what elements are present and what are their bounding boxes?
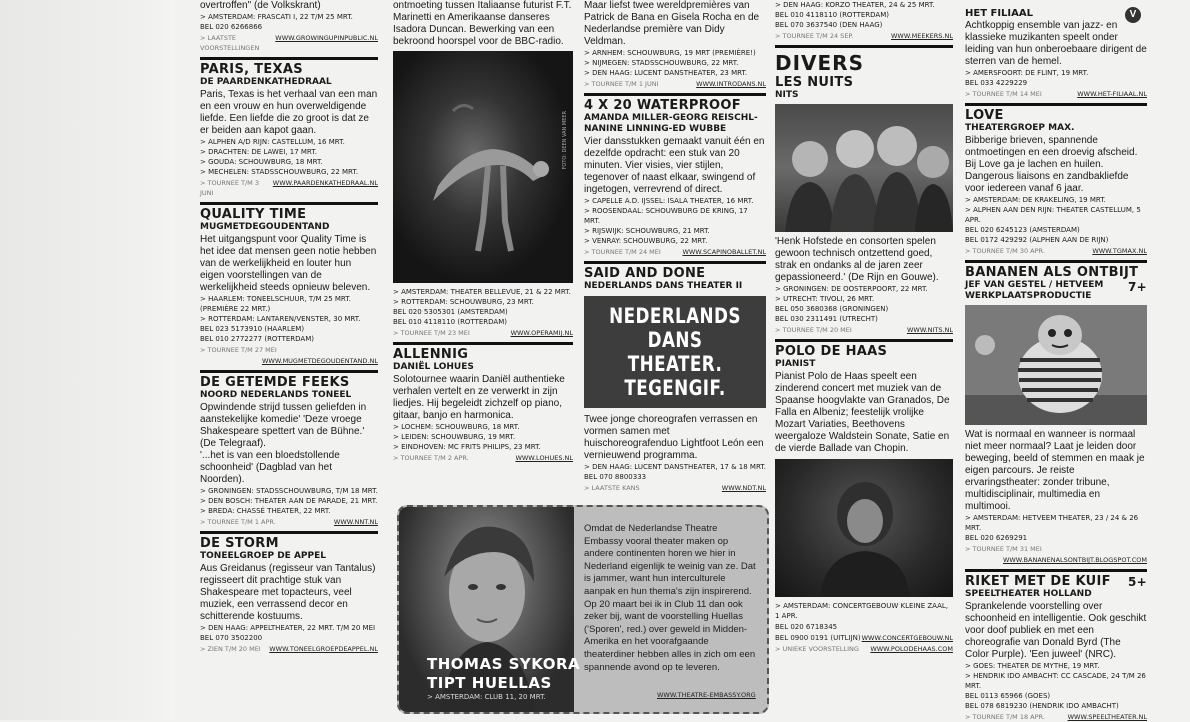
venue-line: > UTRECHT: TIVOLI, 26 MRT.: [775, 295, 875, 303]
website-link[interactable]: WWW.SCAPINOBALLET.NL: [682, 248, 766, 256]
venue-line: > HENDRIK IDO AMBACHT: CC CASCADE, 24 T/M 26 MRT.: [965, 672, 1146, 690]
listing-footer: [965, 544, 1147, 554]
ad-line: TEGENGIF.: [624, 376, 726, 400]
listing-title-text: RIKET MET DE KUIF: [965, 574, 1111, 589]
phone-line: BEL 033 4229229: [965, 79, 1028, 87]
listing-company: DANIËL LOHUES: [393, 362, 474, 372]
venue-line: > ROTTERDAM: SCHOUWBURG, 23 MRT.: [393, 298, 534, 306]
age-badge: 7+: [1127, 280, 1147, 294]
divider: [965, 569, 1147, 572]
tour-note: > TOURNEE T/M 3 JUNI: [200, 179, 259, 197]
listing-text: Maar liefst twee wereldpremières van Patrick de Bana en Gisela Rocha en de Nederlandse première van Didy Veldman.: [584, 0, 760, 47]
divider: [775, 339, 953, 342]
listing-footer: [200, 33, 378, 53]
listing-title: [965, 575, 1147, 589]
tour-note: > TOURNEE T/M 1 JUNI: [584, 80, 659, 88]
venue-line: > AMSTERDAM: CLUB 11, 20 MRT.: [427, 693, 546, 701]
tour-note: > TOURNEE T/M 30 APR.: [965, 247, 1045, 255]
venue-line: > AMSTERDAM: CONCERTGEBOUW KLEINE ZAAL, 1 APR.: [775, 602, 949, 620]
website-link[interactable]: WWW.NITS.NL: [906, 326, 953, 334]
listing-text: Aus Greidanus (regisseur van Tantalus) regisseert dit prachtige stuk van Shakespeare met topacteurs, veel muziek, een verrassend decor en schitterende kostuums.: [200, 563, 376, 622]
listing-text: 'Henk Hofstede en consorten spelen gewoon technisch ontzettend goed, strak en ondanks al de jaren zeer gepassioneerd.' (De Rijn en Gouwe).: [775, 236, 939, 283]
listing-text: Solotournee waarin Daniël authentieke verhalen vertelt en ze verwerkt in zijn liedjes. Hij begeleidt zichzelf op piano, gitaar, banjo en harmonica.: [393, 374, 565, 421]
listing-text: Paris, Texas is het verhaal van een man en een vrouw en hun overweldigende liefde. Een liefde die zo groot is dat ze er beiden aan kapot gaan.: [200, 89, 378, 136]
divider: [584, 93, 766, 96]
divider: [200, 57, 378, 60]
listing-title: SAID AND DONE: [584, 266, 706, 281]
listing-footer: [775, 633, 953, 643]
venue-line: > MECHELEN: STADSSCHOUWBURG, 22 MRT.: [200, 168, 359, 176]
tour-note: > LAATSTE KANS: [584, 484, 640, 492]
listing-title: ALLENNIG: [393, 347, 469, 362]
venue-line: > GRONINGEN: DE OOSTERPOORT, 22 MRT.: [775, 285, 928, 293]
venue-line: > ALPHEN AAN DEN RIJN: THEATER CASTELLUM, 5 APR.: [965, 206, 1141, 224]
cartoon-illustration: [965, 305, 1147, 425]
feature-title: [427, 655, 580, 693]
ndt-advertisement: [584, 296, 766, 408]
tour-note: > UNIEKE VOORSTELLING: [775, 645, 859, 653]
venue-line: > LOCHEM: SCHOUWBURG, 18 MRT.: [393, 423, 520, 431]
listing-company: AMANDA MILLER-GEORG REISCHL-NANINE LINNING-ED WUBBE: [584, 113, 758, 134]
listing-footer: [775, 644, 953, 654]
phone-line: BEL 020 5305301 (AMSTERDAM): [393, 308, 508, 316]
listing-title-text: BANANEN ALS ONTBIJT: [965, 265, 1139, 280]
dance-photo: [393, 51, 573, 283]
venue-line: > DEN HAAG: APPELTHEATER, 22 MRT. T/M 20 MEI: [200, 624, 376, 632]
age-badge: 5+: [1127, 575, 1147, 589]
section-badge: V: [1125, 7, 1141, 23]
listing-footer: [393, 453, 573, 463]
listing-title: QUALITY TIME: [200, 207, 307, 222]
divider: [200, 202, 378, 205]
website-link[interactable]: WWW.OPERAMIJ.NL: [510, 329, 573, 337]
phone-line: BEL 010 4118110 (ROTTERDAM): [393, 318, 507, 326]
website-link[interactable]: WWW.BANANENALSONTBIJT.BLOGSPOT.COM: [1002, 556, 1147, 564]
phone-line: BEL 070 3502200: [200, 634, 263, 642]
tour-note: > LAATSTE VOORSTELLINGEN: [200, 34, 260, 52]
listing-footer: [393, 328, 573, 338]
tour-note: > TOURNEE T/M 31 MEI: [965, 545, 1042, 553]
website-link[interactable]: WWW.PAARDENKATHEDRAAL.NL: [272, 179, 378, 187]
dancer-figure-icon: [393, 51, 573, 283]
venue-line: > GRONINGEN: STADSSCHOUWBURG, T/M 18 MRT.: [200, 487, 378, 495]
phone-line: BEL 010 4118110 (ROTTERDAM): [775, 11, 889, 19]
divider: [200, 531, 378, 534]
phone-line: BEL 030 2311491 (UTRECHT): [775, 315, 878, 323]
column-1: [200, 0, 378, 720]
tour-note: > TOURNEE T/M 23 MEI: [393, 329, 470, 337]
website-link[interactable]: WWW.NNT.NL: [333, 518, 378, 526]
listing-title: DE STORM: [200, 536, 279, 551]
listing-company: THEATERGROEP MAX.: [965, 123, 1075, 133]
tour-note: > TOURNEE T/M 20 MEI: [775, 326, 852, 334]
embassy-feature-box: [397, 505, 769, 714]
listing-text: Het uitgangspunt voor Quality Time is het idee dat mensen geen notie hebben van de werkelijkheid en louter hun eigen voorstellingen van de werkelijkheid steeds opnieuw beleven.: [200, 234, 377, 293]
tour-note: > TOURNEE T/M 24 MEI: [584, 248, 661, 256]
listing-company: SPEELTHEATER HOLLAND: [965, 589, 1092, 599]
ad-line: DANS THEATER.: [627, 328, 723, 376]
divider: [775, 45, 953, 48]
venue-line: > AMSTERDAM: DE KRAKELING, 19 MRT.: [965, 196, 1106, 204]
listing-footer: [965, 89, 1147, 99]
divider: [584, 261, 766, 264]
column-4: [775, 0, 953, 720]
venue-line: > ARNHEM: SCHOUWBURG, 19 MRT (PREMIÈRE!): [584, 49, 756, 57]
website-link[interactable]: WWW.GROWINGUPINPUBLIC.NL: [275, 34, 378, 42]
website-link[interactable]: WWW.POLODEHAAS.COM: [870, 645, 953, 653]
listing-footer: [584, 247, 766, 257]
phone-line: BEL 0900 0191 (UITLIJN): [775, 634, 861, 642]
venue-line: > CAPELLE A.D. IJSSEL: ISALA THEATER, 16 MRT.: [584, 197, 754, 205]
venue-line: > BREDA: CHASSÉ THEATER, 22 MRT.: [200, 507, 331, 515]
website-link[interactable]: WWW.THEATRE-EMBASSY.ORG: [657, 691, 756, 699]
listing-footer: [584, 79, 766, 89]
listing-company: TONEELGROEP DE APPEL: [200, 551, 326, 561]
phone-line: BEL 020 6266866: [200, 23, 263, 31]
venue-line: > AMSTERDAM: HETVEEM THEATER, 23 / 24 & 26 MRT.: [965, 514, 1139, 532]
feature-text: Omdat de Nederlandse Theatre Embassy vooral theater maken op andere continenten horen we hier in Nederland eigenlijk te weinig van ze. Dat is jammer, want hun interculturele aanpak en hun thema's zijn inspirerend. Op 20 maart bei ik in Club 11 dan ook zeker bij, want de voorstelling Huellas ('Sporen', red.) over geweld in Midden-Amerika en het voorafgaande theaterdiner hebben alles in zich om een spannende avond op te leveren.: [584, 523, 756, 673]
listing-text: Twee jonge choreografen verrassen en vormen samen met huischoreografenduo Lightfoot León een vernieuwend programma.: [584, 414, 764, 461]
column-5: [965, 0, 1147, 720]
listing-text: Opwindende strijd tussen geliefden in aanstekelijke komedie' 'Deze vroege Shakespeare spettert van de Bühne.' (De Telegraaf).: [200, 402, 367, 449]
listing-company: DE PAARDENKATHEDRAAL: [200, 77, 332, 87]
ad-line: NEDERLANDS: [609, 304, 741, 328]
phone-line: BEL 020 6269291: [965, 534, 1028, 542]
phone-line: BEL 010 2772277 (ROTTERDAM): [200, 335, 314, 343]
phone-line: BEL 050 3680368 (GRONINGEN): [775, 305, 889, 313]
listing-footer: [200, 345, 378, 355]
band-photo: [775, 104, 953, 232]
listing-footer: [775, 31, 953, 41]
venue-line: > GOUDA: SCHOUWBURG, 18 MRT.: [200, 158, 323, 166]
phone-line: BEL 0113 65966 (GOES): [965, 692, 1051, 700]
listing-text: '...het is van een bloedstollende schoonheid' (Dagblad van het Noorden).: [200, 450, 340, 485]
website-link[interactable]: WWW.CONCERTGEBOUW.NL: [861, 634, 953, 642]
listing-title: POLO DE HAAS: [775, 344, 888, 359]
listing-footer: [965, 246, 1147, 256]
pianist-figure-icon: [775, 459, 953, 597]
venue-line: > AMSTERDAM: THEATER BELLEVUE, 21 & 22 MRT.: [393, 288, 571, 296]
listing-title: DE GETEMDE FEEKS: [200, 375, 350, 390]
website-link[interactable]: WWW.INTRODANS.NL: [696, 80, 766, 88]
phone-line: BEL 070 8800333: [584, 473, 647, 481]
divider: [965, 103, 1147, 106]
tour-note: > TOURNEE T/M 2 APR.: [393, 454, 469, 462]
tour-note: > TOURNEE T/M 14 MEI: [965, 90, 1042, 98]
venue-line: > RIJSWIJK: SCHOUWBURG, 21 MRT.: [584, 227, 710, 235]
page-margin: [0, 0, 175, 720]
divider: [393, 342, 573, 345]
website-link[interactable]: WWW.NDT.NL: [721, 484, 766, 492]
listing-company: JEF VAN GESTEL / HETVEEM WERKPLAATSPRODUCTIE: [965, 280, 1104, 301]
venue-line: > ALPHEN A/D RIJN: CASTELLUM, 16 MRT.: [200, 138, 345, 146]
listing-footer: [965, 712, 1147, 722]
listing-footer: [965, 555, 1147, 565]
tour-note: > TOURNEE T/M 1 APR.: [200, 518, 276, 526]
venue-line: > DEN HAAG: KORZO THEATER, 24 & 25 MRT.: [775, 1, 935, 9]
listing-company: PIANIST: [775, 359, 816, 369]
venue-line: (PREMIÈRE 22 MRT.): [200, 305, 271, 313]
venue-line: > DEN HAAG: LUCENT DANSTHEATER, 23 MRT.: [584, 69, 748, 77]
listing-text: Pianist Polo de Haas speelt een zinderend concert met muziek van de Spaanse hoogvlakte van Granados, De Falla en Albeniz; feestelijk vrolijke Mozart Variaties, Beethovens weergaloze Waldstein Sonate, Satie en de vierde Ballade van Chopin.: [775, 371, 950, 454]
listing-company: MUGMETDEGOUDENTAND: [200, 222, 330, 232]
listing-title: PARIS, TEXAS: [200, 62, 303, 77]
listing-title: LES NUITS: [775, 75, 854, 90]
tour-note: > TOURNEE T/M 24 SEP.: [775, 32, 854, 40]
photo-credit: FOTO: DEEN VAN MEER: [562, 111, 568, 170]
listing-footer: [775, 325, 953, 335]
venue-line: > DRACHTEN: DE LAWEI, 17 MRT.: [200, 148, 317, 156]
venue-line: > AMSTERDAM: FRASCATI I, 22 T/M 25 MRT.: [200, 13, 353, 21]
divider: [965, 260, 1147, 263]
divider: [200, 370, 378, 373]
listing-text: Wat is normaal en wanneer is normaal niet meer normaal? Laat je leiden door beweging, beeld of stemmen en maak je eigen parcours. Je reiste ervaringstheater: zonder tribune, multidisciplinair, multimedia en multimooi.: [965, 429, 1145, 512]
listing-footer: [200, 178, 378, 198]
venue-line: > EINDHOVEN: MC FRITS PHILIPS, 23 MRT.: [393, 443, 541, 451]
website-link[interactable]: WWW.TGMAX.NL: [1092, 247, 1147, 255]
website-link[interactable]: WWW.MEEKERS.NL: [891, 32, 953, 40]
website-link[interactable]: WWW.TONEELGROEPDEAPPEL.NL: [269, 645, 378, 653]
venue-line: > DEN BOSCH: THEATER AAN DE PARADE, 21 MRT.: [200, 497, 378, 505]
tour-note: > ZIEN T/M 20 MEI: [200, 645, 261, 653]
website-link[interactable]: WWW.MUGMETDEGOUDENTAND.NL: [261, 357, 378, 365]
venue-line: > AMERSFOORT: DE FLINT, 19 MRT.: [965, 69, 1089, 77]
listing-footer: [200, 517, 378, 527]
band-members-icon: [775, 104, 953, 232]
website-link[interactable]: WWW.LOHUES.NL: [515, 454, 573, 462]
venue-line: > GOES: THEATER DE MYTHE, 19 MRT.: [965, 662, 1100, 670]
tour-note: > TOURNEE T/M 27 MEI: [200, 346, 277, 354]
listing-text: Sprankelende voorstelling over schoonheid en intelligentie. Ook geschikt voor doof publiek en met een choreografie van Donald Byrd (The Color Purple). 'Een juweel' (NRC).: [965, 601, 1147, 660]
venue-line: > ROTTERDAM: LANTAREN/VENSTER, 30 MRT.: [200, 315, 361, 323]
phone-line: BEL 0172 429292 (ALPHEN AAN DE RIJN): [965, 236, 1109, 244]
listing-footer: [584, 483, 766, 493]
quote: overtroffen" (de Volkskrant): [200, 0, 321, 11]
listing-title: 4 X 20 WATERPROOF: [584, 98, 741, 113]
venue-line: > LEIDEN: SCHOUWBURG, 19 MRT.: [393, 433, 516, 441]
phone-line: BEL 070 3637540 (DEN HAAG): [775, 21, 883, 29]
venue-line: > ROOSENDAAL: SCHOUWBURG DE KRING, 17 MRT.: [584, 207, 748, 225]
listing-footer: [200, 356, 378, 366]
section-heading: DIVERS: [775, 51, 864, 75]
phone-line: BEL 078 6819230 (HENDRIK IDO AMBACHT): [965, 702, 1119, 710]
listing-footer: [200, 644, 378, 654]
striped-character-icon: [965, 305, 1147, 425]
listing-company: NITS: [775, 90, 799, 100]
website-link[interactable]: WWW.HET-FILIAAL.NL: [1077, 90, 1147, 98]
phone-line: BEL 020 6718345: [775, 623, 838, 631]
pianist-photo: [775, 459, 953, 597]
feature-title-line: THOMAS SYKORA: [427, 655, 581, 673]
venue-line: > HAARLEM: TONEELSCHUUR, T/M 25 MRT.: [200, 295, 351, 303]
listing-title: LOVE: [965, 108, 1004, 123]
feature-title-line: TIPT HUELLAS: [427, 674, 552, 692]
phone-line: BEL 023 5173910 (HAARLEM): [200, 325, 305, 333]
venue-line: > NIJMEGEN: STADSSCHOUWBURG, 22 MRT.: [584, 59, 739, 67]
listing-text: Bibberige brieven, spannende ontmoetingen en een droevig afscheid. Bij Love ga je lachen en huilen. Dangerous liaisons en zandbakliefde voor iedereen vanaf 6 jaar.: [965, 135, 1138, 194]
listing-footer: [775, 622, 953, 632]
listing-text: ontmoeting tussen Italiaanse futurist F.T. Marinetti en Amerikaanse danseres Isadora Duncan. Bewerking van een bekroond hoorspel voor de BBC-radio.: [393, 0, 572, 47]
listing-title: HET FILIAAL: [965, 8, 1033, 19]
listing-text: Achtkoppig ensemble van jazz- en klassieke muzikanten speelt onder leiding van hun onberoebaare dirigent de sterren van de hemel.: [965, 20, 1147, 67]
venue-line: > DEN HAAG: LUCENT DANSTHEATER, 17 & 18 MRT.: [584, 463, 766, 471]
listing-company: NOORD NEDERLANDS TONEEL: [200, 390, 352, 400]
phone-line: BEL 020 6245123 (AMSTERDAM): [965, 226, 1080, 234]
listing-text: Vier dansstukken gemaakt vanuit één en dezelfde opdracht: een stuk van 20 minuten. Vier visies, vier stijlen, tegenover of naast elkaar, swingend of ingetogen, verrevrend of direct.: [584, 136, 765, 195]
listing-company: NEDERLANDS DANS THEATER II: [584, 281, 743, 291]
venue-line: > VENRAY: SCHOUWBURG, 22 MRT.: [584, 237, 708, 245]
website-link[interactable]: WWW.SPEELTHEATER.NL: [1067, 713, 1147, 721]
tour-note: > TOURNEE T/M 18 APR.: [965, 713, 1045, 721]
